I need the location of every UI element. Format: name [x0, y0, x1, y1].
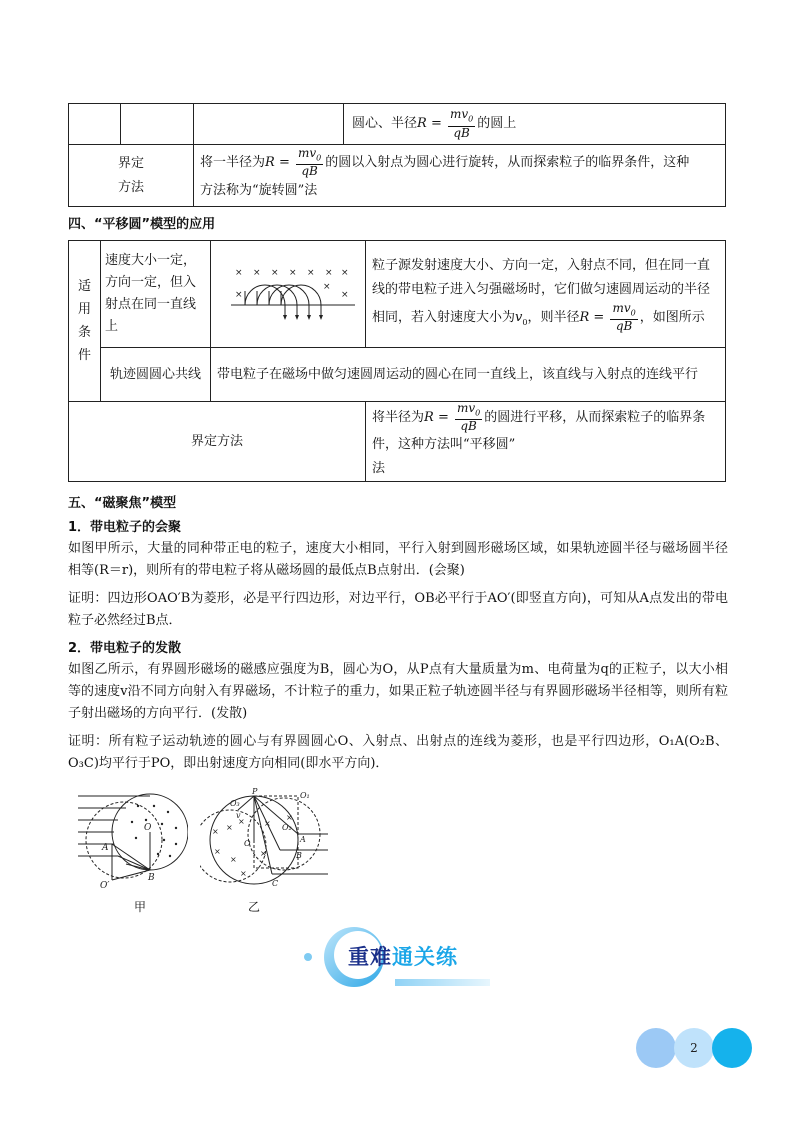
fig-label: O₁ — [300, 791, 310, 800]
figure-jia — [78, 784, 188, 904]
rotating-circle-table — [68, 103, 726, 207]
svg-text:×: × — [260, 849, 267, 858]
svg-text:×: × — [240, 869, 247, 878]
paragraph-proof-1: 证明：四边形OAO′B为菱形，必是平行四边形，对边平行，OB必平行于AO′(即竖直方向)，可知从A点发出的带电粒子必然经过B点． — [68, 591, 728, 628]
practice-banner — [300, 925, 500, 995]
fig-label: B — [296, 851, 302, 860]
fig-label: B — [148, 873, 155, 883]
translating-circle-table — [68, 240, 726, 482]
fig-label: O — [144, 823, 152, 833]
fig-label: v — [236, 811, 241, 820]
condition-2-description: 带电粒子在磁场中做匀速圆周运动的圆心在同一直线上，该直线与入射点的连线平行 — [211, 348, 726, 402]
svg-text:×: × — [325, 268, 333, 278]
table-cell-method: 将一半径为R = $\frac{mv_0}{qB}$ 的圆以入射点为圆心进行旋转，从而探索粒子的临界条件，这种 方法称为“旋转圆”法 — [194, 145, 726, 207]
fig-label: O′ — [100, 881, 110, 891]
svg-text:×: × — [238, 817, 245, 826]
section-title-4: 四、“平移圆”模型的应用 — [68, 217, 216, 232]
figure-caption-yi: 乙 — [248, 900, 261, 914]
svg-text:×: × — [253, 268, 261, 278]
svg-text:×: × — [214, 847, 221, 856]
svg-text:×: × — [286, 813, 293, 822]
fig-label: C — [272, 879, 279, 888]
table-row-label: 界定 方法 — [69, 145, 194, 207]
condition-1: 速度大小一定，方向一定，但入射点在同一直线上 — [101, 241, 211, 348]
fraction-mv0-qB: $\frac{mv_0}{qB}$ — [297, 145, 322, 179]
subsection-title-1: 1．带电粒子的会聚 — [68, 520, 182, 535]
fraction-mv0-qB: $\frac{mv_0}{qB}$ — [449, 107, 474, 140]
fig-label: P — [252, 787, 258, 796]
svg-text:×: × — [230, 855, 237, 864]
fraction-mv0-qB: $\frac{mv_0}{qB}$ — [612, 300, 636, 333]
method-description: 将半径为R = $\frac{mv_0}{qB}$ 的圆进行平移，从而探索粒子的临界条件，这种方法叫“平移圆” 法 — [366, 402, 726, 482]
fig-label: O₂ — [282, 823, 292, 832]
figure-caption-jia: 甲 — [134, 900, 147, 914]
fig-label: A — [300, 835, 306, 844]
condition-1-description: 粒子源发射速度大小、方向一定，入射点不同，但在同一直线的带电粒子进入匀强磁场时，它们做匀速圆周运动的半径相同，若入射速度大小为$v_0$，则半径R = $\frac{mv_0}{qB}$ ，如图所示 — [366, 241, 726, 348]
section-title-5: 五、“磁聚焦”模型 — [68, 496, 177, 511]
svg-text:×: × — [289, 268, 297, 278]
translating-circles-diagram — [211, 241, 366, 339]
fraction-mv0-qB: $\frac{mv_0}{qB}$ — [456, 401, 481, 434]
svg-text:×: × — [341, 290, 349, 300]
table-cell — [69, 104, 121, 145]
page-number: 2 — [690, 1041, 698, 1055]
banner-text-light: 通关练 — [392, 945, 458, 969]
svg-text:×: × — [212, 827, 219, 836]
table-cell-radius: 圆心、半径R = $\frac{mv_0}{qB}$ 的圆上 — [344, 104, 726, 145]
condition-2: 轨迹圆圆心共线 — [101, 348, 211, 402]
translating-circles-figure — [211, 241, 366, 348]
svg-text:×: × — [226, 823, 233, 832]
banner-text-dark: 重难 — [348, 945, 392, 969]
table-cell — [194, 104, 344, 145]
svg-text:×: × — [307, 268, 315, 278]
svg-text:×: × — [264, 819, 271, 828]
page-number-badge — [636, 1028, 752, 1068]
subsection-title-2: 2．带电粒子的发散 — [68, 641, 182, 656]
fig-label: O₃ — [230, 799, 240, 808]
fig-label: A — [102, 843, 109, 853]
svg-text:×: × — [235, 290, 243, 300]
paragraph-convergence: 如图甲所示，大量的同种带正电的粒子，速度大小相同，平行入射到圆形磁场区域，如果轨迹圆半径与磁场圆半径相等(R＝r)，则所有的带电粒子将从磁场圆的最低点B点射出．(会聚) — [68, 541, 728, 578]
svg-text:×: × — [235, 268, 243, 278]
paragraph-proof-2: 证明：所有粒子运动轨迹的圆心与有界圆圆心O、入射点、出射点的连线为菱形，也是平行四边形，O₁A(O₂B、O₃C)均平行于PO，即出射速度方向相同(即水平方向)． — [68, 734, 728, 771]
table-cell — [121, 104, 194, 145]
paragraph-divergence: 如图乙所示，有界圆形磁场的磁感应强度为B，圆心为O，从P点有大量质量为m、电荷量为q的正粒子，以大小相等的速度v沿不同方向射入有界磁场，不计粒子的重力，如果正粒子轨迹圆半径与有界圆形磁场半径相等，则所有粒子射出磁场的方向平行．(发散) — [68, 662, 728, 721]
apply-conditions-label: 适 用 条 件 — [69, 241, 101, 402]
fig-label: O — [244, 839, 251, 848]
svg-text:×: × — [323, 282, 331, 292]
svg-text:×: × — [341, 268, 349, 278]
figure-yi — [200, 784, 330, 894]
svg-text:×: × — [271, 268, 279, 278]
method-label: 界定方法 — [69, 402, 366, 482]
